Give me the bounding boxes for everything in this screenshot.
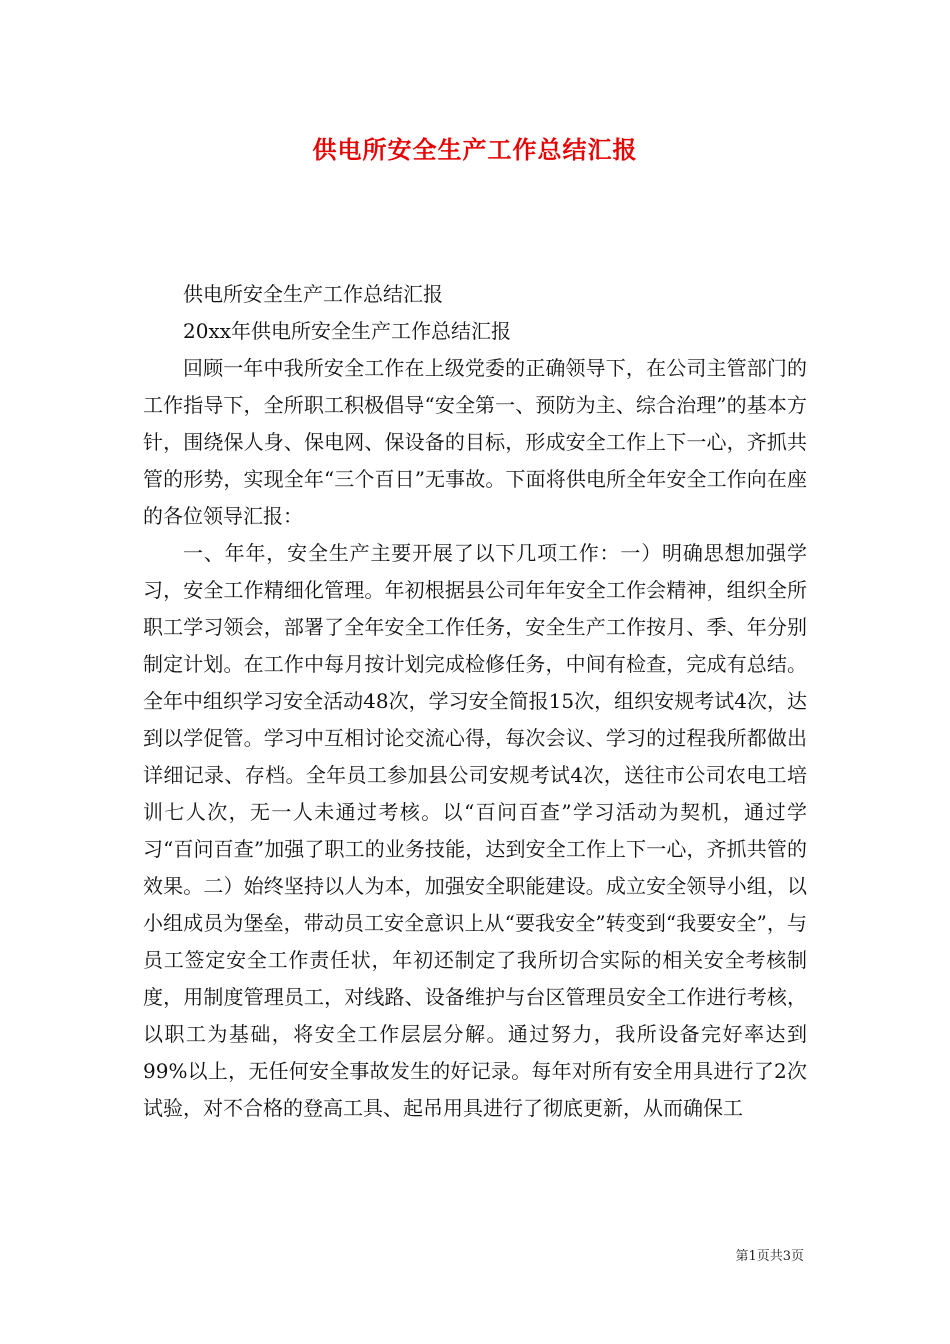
- page-number: 第1页共3页: [735, 1249, 804, 1264]
- paragraph-section-one: 一、年年，安全生产主要开展了以下几项工作：一）明确思想加强学习，安全工作精细化管理。年初根据县公司年年安全工作会精神，组织全所职工学习领会，部署了全年安全工作任务，安全生产工作按月、季、年分别制定计划。在工作中每月按计划完成检修任务，中间有检查，完成有总结。全年中组织学习安全活动48次，学习安全简报15次，组织安规考试4次，达到以学促管。学习中互相讨论交流心得，每次会议、学习的过程我所都做出详细记录、存档。全年员工参加县公司安规考试4次，送往市公司农电工培训七人次，无一人未通过考核。以“百问百查”学习活动为契机，通过学习“百问百查”加强了职工的业务技能，达到安全工作上下一心，齐抓共管的效果。二）始终坚持以人为本，加强安全职能建设。成立安全领导小组，以小组成员为堡垒，带动员工安全意识上从“要我安全”转变到“我要安全”，与员工签定安全工作责任状，年初还制定了我所切合实际的相关安全考核制度，用制度管理员工，对线路、设备维护与台区管理员安全工作进行考核，以职工为基础，将安全工作层层分解。通过努力，我所设备完好率达到99%以上，无任何安全事故发生的好记录。每年对所有安全用具进行了2次试验，对不合格的登高工具、起吊用具进行了彻底更新，从而确保工: [143, 541, 807, 1120]
- paragraph-heading: 供电所安全生产工作总结汇报: [183, 282, 443, 306]
- paragraph-subheading: 20xx年供电所安全生产工作总结汇报: [183, 319, 512, 343]
- paragraph-intro: 回顾一年中我所安全工作在上级党委的正确领导下，在公司主管部门的工作指导下，全所职工积极倡导“安全第一、预防为主、综合治理”的基本方针，围绕保人身、保电网、保设备的目标，形成安全工作上下一心，齐抓共管的形势，实现全年“三个百日”无事故。下面将供电所全年安全工作向在座的各位领导汇报：: [143, 356, 807, 528]
- document-body: [143, 276, 807, 1127]
- document-title: 供电所安全生产工作总结汇报: [312, 135, 638, 164]
